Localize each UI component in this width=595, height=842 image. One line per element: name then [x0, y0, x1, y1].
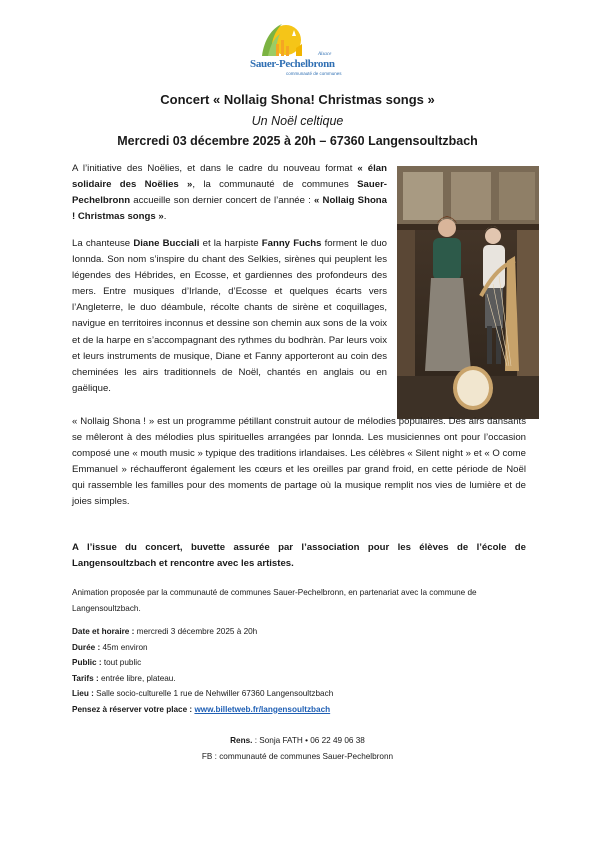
contact-block — [0, 733, 595, 765]
artist-harpist: Fanny Fuchs — [261, 238, 322, 249]
artists-text: La chanteuse — [72, 238, 134, 249]
program-paragraph: « Nollaig Shona ! » est un programme pétillant construit autour de mélodies populaires. Des airs dansants se mêleront à des mélodies plus spirituelles arrangées par Ionnda. Les musiciennes ont pour l’occasion composé une « mouth music » typique des traditions irlandaises. Les célèbres « Silent night » et « O come Emmanuel » réchaufferont également les cœurs et les oreilles par grand froid, en cette période de Noël qui rassemble les familles pour des moments de partage où la musique remplit nos vies de lumière et de joies simples. — [72, 416, 526, 508]
contact-facebook: FB : communauté de communes Sauer-Pechelbronn — [201, 752, 394, 761]
logo-name: Sauer-Pechelbronn — [250, 58, 335, 70]
detail-value: 45m environ — [100, 642, 148, 652]
detail-value: tout public — [101, 658, 142, 667]
logo-region: Alsace — [318, 52, 332, 57]
detail-lieu — [72, 686, 526, 702]
artist-singer: Diane Bucciali — [133, 238, 200, 249]
artists-photo — [397, 166, 539, 419]
detail-label: Tarifs : — [72, 673, 99, 683]
artists-paragraph — [72, 236, 387, 397]
contact-label: Rens. — [230, 736, 253, 745]
intro-text: A l’initiative des Noëlies, et dans le cadre du nouveau format — [72, 163, 353, 174]
detail-reservation — [72, 702, 526, 718]
artists-text: et la harpiste — [199, 238, 262, 249]
intro-text: . — [163, 211, 167, 223]
page-title: Concert « Nollaig Shona! Christmas songs » — [160, 92, 435, 107]
detail-value: mercredi 3 décembre 2025 à 20h — [134, 627, 258, 636]
reservation-link[interactable]: www.billetweb.fr/langensoultzbach — [194, 704, 331, 714]
contact-phone — [0, 733, 595, 749]
logo-tagline: communauté de communes — [286, 71, 342, 76]
detail-tarifs — [72, 671, 526, 687]
detail-label: Durée : — [72, 642, 101, 652]
detail-value: Salle socio-culturelle 1 rue de Nehwiller 67360 Langensoultzbach — [93, 689, 334, 698]
event-dateline: Mercredi 03 décembre 2025 à 20h – 67360 Langensoultzbach — [117, 134, 478, 148]
detail-label: Lieu : — [72, 689, 94, 698]
detail-public — [72, 655, 526, 671]
event-details — [72, 624, 526, 717]
intro-organizer: Sauer-Pechelbronn — [72, 179, 387, 207]
intro-text: , la communauté de communes — [192, 179, 349, 191]
intro-paragraph — [72, 161, 387, 225]
intro-format-name: « élan solidaire des Noëlies » — [72, 163, 388, 191]
contact-value: : Sonja FATH • 06 22 49 06 38 — [252, 736, 365, 745]
page-subtitle: Un Noël celtique — [251, 114, 344, 128]
detail-duration — [72, 640, 526, 656]
detail-label: Date et horaire : — [72, 627, 135, 636]
logo — [248, 18, 348, 80]
photo-illustration — [397, 166, 539, 419]
artists-text: forment le duo Ionnda. Son nom s’inspire du chant des Selkies, sirènes qui peuplent les légendes des Hébrides, en Ecosse, et gardiennes des profondeurs des mers. Entre musiques d’Irlande, d’Ecosse et quelques écarts vers l’Angleterre, le duo déambule, récolte chants de sirène et coquillages, navigue en territoires inconnus et dessine son chemin aux sons de la voix et de la harpe en s’accompagnant des rythmes du bodhràn. Par leurs voix et leurs instruments de musique, Diane et Fanny apporteront au coin des cheminées les airs traditionnels de Noël, chantés en anglais ou en gaëlique. — [72, 238, 387, 394]
detail-value: entrée libre, plateau. — [98, 673, 176, 683]
buvette-paragraph: A l’issue du concert, buvette assurée par l’association pour les élèves de l’école de Langensoultzbach et rencontre avec les artistes. — [72, 542, 526, 570]
intro-text: accueille son dernier concert de l’année : — [130, 195, 311, 207]
detail-label: Public : — [72, 658, 102, 667]
detail-date — [72, 624, 526, 640]
intro-concert-name: « Nollaig Shona ! Christmas songs » — [72, 195, 388, 223]
animation-note: Animation proposée par la communauté de communes Sauer-Pechelbronn, en partenariat avec la commune de Langensoultzbach. — [72, 588, 477, 613]
detail-label: Pensez à réserver votre place : — [72, 704, 193, 714]
